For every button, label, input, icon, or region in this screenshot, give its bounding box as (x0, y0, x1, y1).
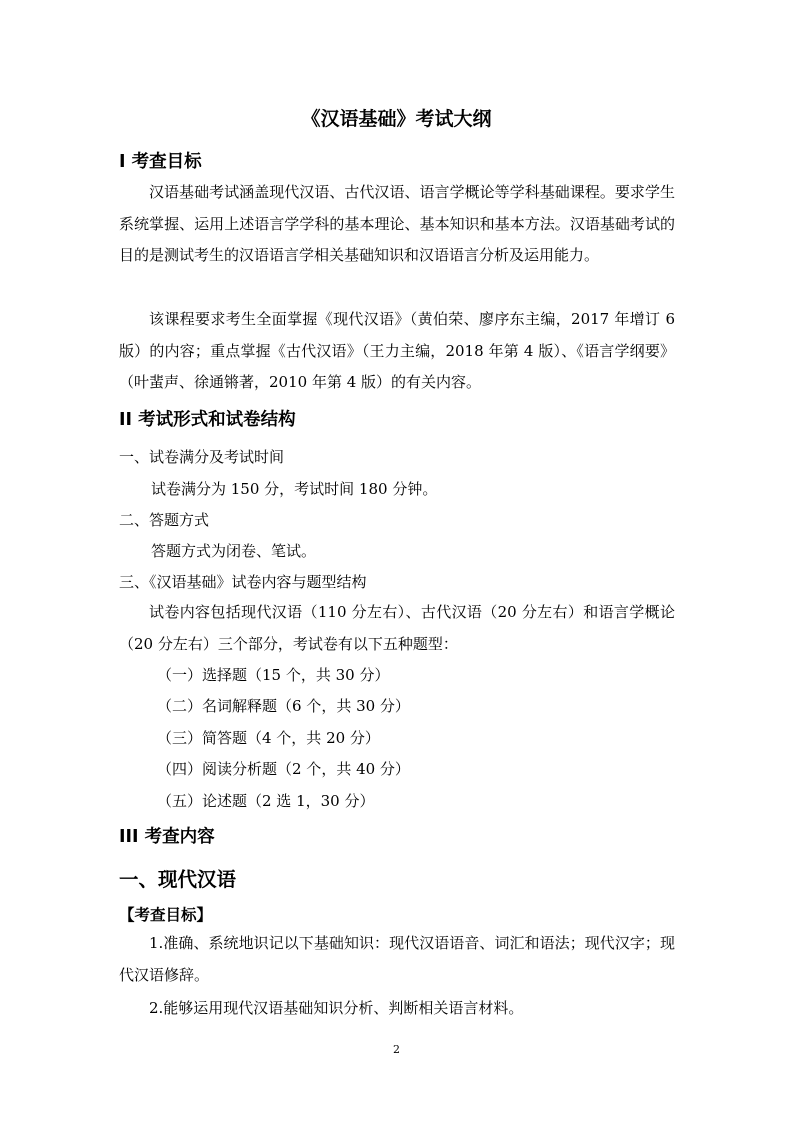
exam-item-2-title: 二、答题方式 (119, 511, 210, 529)
exam-item-2-text: 答题方式为闭卷、笔试。 (151, 542, 317, 560)
goal-item-1: 1.准确、系统地识记以下基础知识：现代汉语语音、词汇和语法；现代汉字；现代汉语修辞。 (119, 934, 675, 984)
question-type-item: （二）名词解释题（6 个，共 30 分） (157, 697, 410, 715)
objectives-paragraph-2: 该课程要求考生全面掌握《现代汉语》（黄伯荣、廖序东主编，2017 年增订 6 版）的内容；重点掌握《古代汉语》（王力主编，2018 年第 4 版）、《语言学纲要》（叶蜚声、徐通锵著，2010 年第 4 版）的有关内容。 (119, 310, 675, 391)
section-heading-content: III 考查内容 (119, 827, 215, 847)
exam-item-1-text: 试卷满分为 150 分，考试时间 180 分钟。 (151, 480, 438, 498)
part-heading-modern-chinese: 一、现代汉语 (119, 868, 237, 891)
question-type-item: （五）论述题（2 选 1，30 分） (157, 792, 375, 810)
goal-label: 【考查目标】 (119, 906, 213, 924)
section-heading-exam-format: II 考试形式和试卷结构 (119, 410, 296, 430)
page-number: 2 (393, 1043, 400, 1056)
exam-item-3-text: 试卷内容包括现代汉语（110 分左右）、古代汉语（20 分左右）和语言学概论（20 分左右）三个部分，考试卷有以下五种题型： (119, 603, 675, 653)
goal-item-2: 2.能够运用现代汉语基础知识分析、判断相关语言材料。 (149, 999, 524, 1017)
objectives-paragraph-1: 汉语基础考试涵盖现代汉语、古代汉语、语言学概论等学科基础课程。要求学生系统掌握、运用上述语言学学科的基本理论、基本知识和基本方法。汉语基础考试的目的是测试考生的汉语语言学相关基础知识和汉语语言分析及运用能力。 (119, 183, 675, 264)
document-title: 《汉语基础》考试大纲 (301, 108, 492, 130)
question-type-item: （三）简答题（4 个，共 20 分） (157, 729, 380, 747)
question-type-item: （一）选择题（15 个，共 30 分） (157, 666, 390, 684)
exam-item-1-title: 一、试卷满分及考试时间 (119, 448, 285, 466)
section-heading-objectives: I 考查目标 (119, 152, 202, 172)
exam-item-3-title: 三、《汉语基础》试卷内容与题型结构 (119, 573, 367, 591)
question-type-item: （四）阅读分析题（2 个，共 40 分） (157, 760, 410, 778)
